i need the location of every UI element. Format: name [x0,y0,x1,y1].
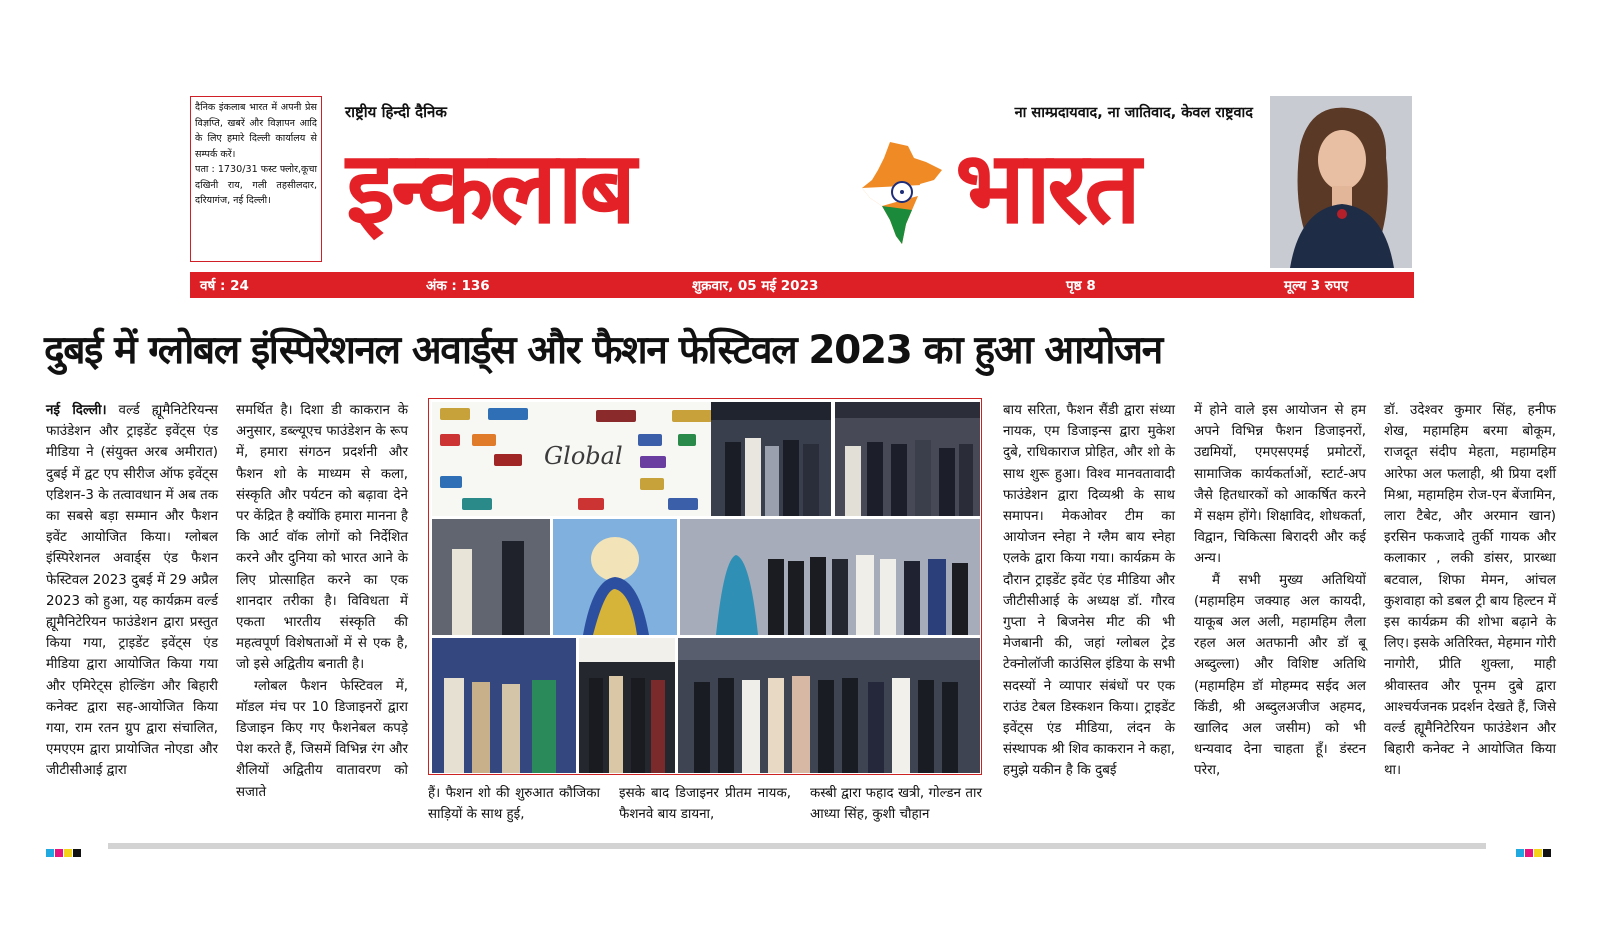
under-photo-text-2: इसके बाद डिजाइनर प्रीतम नायक, फैशनवे बाय डायना, [619,786,791,823]
article-column-7: डॉ. उदेश्वर कुमार सिंह, हनीफ शेख, महामहिम बरमा बोकूम, राजदूत संदीप मेहता, महामहिम आरेफा अल फलाही, श्री प्रिया दर्शी मिश्रा, महामहिम रोज-एन बेंजामिन, लारा टैबेट, और अरमान खान) इरसिन फकजादे तुर्की गायक और कलाकार , लकी डांसर, प्रारब्धा बटवाल, शिफा मेमन, आंचल कुशवाहा को डबल ट्री बाय हिल्टन में इस कार्यक्रम की शोभा बढ़ाने के लिए। इसके अतिरिक्त, मेहमान गोरी नागोरी, प्रीति शुक्ला, माही श्रीवास्तव और पूनम दुबे द्वारा आश्चर्यजनक प्रदर्शन देखते हैं, जिसे वर्ल्ड ह्यूमैनिटेरियन फाउंडेशन और बिहारी कनेक्ट ने आयोजित किया था। [1384,403,1556,779]
cmyk-registration-left [46,842,82,861]
sponsor-board-photo [432,402,722,516]
masthead-title-left: इन्कलाब [346,129,633,246]
cmyk-registration-right [1516,842,1552,861]
column-2-paragraph-1: समर्थित है। दिशा डी काकरान के अनुसार, डब्ल्यूएच फाउंडेशन के रूप में, हमारा संगठन प्रदर्शनी और फैशन शो के माध्यम से कला, संस्कृति और पर्यटन को बढ़ावा देने पर केंद्रित है क्योंकि हमारा मानना है कि आर्ट वॉक लोगों को निर्देशित करने और दुनिया को भारत आने के लिए प्रोत्साहित करने का एक शानदार तरीका है। विविधता में एकता भारतीय संस्कृति की महत्वपूर्ण विशेषताओं में से एक है, जो इसे अद्वितीय बनाती है। [236,403,408,673]
tagline-left: राष्ट्रीय हिन्दी दैनिक [345,103,447,121]
price-label: मूल्य 3 रुपए [1284,278,1349,294]
award-ceremony-photo-1 [711,402,831,516]
event-photo-collage [428,398,982,775]
article-column-1 [46,400,218,782]
india-map-emblem [856,140,948,250]
group-photo-1 [680,519,980,635]
group-photo-2 [678,638,980,773]
under-photo-text-3: कस्बी द्वारा फहाद खत्री, गोल्डन तार आध्या सिंह, कुशी चौहान [810,786,982,823]
runway-photo [579,638,675,773]
issue-number: अंक : 136 [426,278,490,294]
under-photo-text-1: हैं। फैशन शो की शुरुआत कौजिका साड़ियों के साथ हुई, [428,786,600,823]
article-column-2 [236,400,408,803]
column-6-paragraph-2: मैं सभी मुख्य अतिथियों (महामहिम जक्याह अल कायदी, याकूब अल अली, महामहिम लैला रहल अल अतफानी और डॉ बू अब्दुल्ला) और विशिष्ट अतिथि (महामहिम डॉ मोहम्मद सईद अल किंडी, श्री अब्दुलअजीज अहमद, खालिद अल जसीम) को भी धन्यवाद देना चाहता हूँ। डंस्टन परेरा, [1194,572,1366,779]
column-1-text: वर्ल्ड ह्यूमैनिटेरियन्स फाउंडेशन और ट्राइडेंट इवेंट्स एंड मीडिया ने (संयुक्त अरब अमीरात) दुबई में द्वट एप सीरीज ऑफ इवेंट्स एडिशन-3 के तत्वावधान में अब तक का सबसे बड़ा सम्मान और फैशन इवेंट आयोजित किया। ग्लोबल इंस्पिरेशनल अवार्ड्स एंड फैशन फेस्टिवल 2023 दुबई में 29 अप्रैल 2023 को हुआ, यह कार्यक्रम वर्ल्ड ह्यूमैनिटेरियन फाउंडेशन द्वारा प्रस्तुत किया गया, ट्राइडेंट इवेंट्स एंड मीडिया द्वारा आयोजित किया गया और एमिरेट्स होल्डिंग और बिहारी कनेक्ट द्वारा सह-आयोजित किया गया, राम रतन ग्रुप द्वारा संचालित, एमएएम द्वारा प्रायोजित नोएडा और जीटीसीआई द्वारा [46,403,218,779]
issue-info-strip [190,272,1414,298]
column-2-paragraph-2: ग्लोबल फैशन फेस्टिवल में, मॉडल मंच पर 10 डिजाइनरों द्वारा डिजाइन किए गए फैशनेबल कपड़े पेश करते हैं, जिसमें विभिन्न रंग और शैलियों अद्वितीय वातावरण को सजाते [236,678,408,800]
article-column-6 [1194,400,1366,782]
column-6-paragraph-1: में होने वाले इस आयोजन से हम अपने विभिन्न फैशन डिजाइनरों, उद्यमियों, एमएसएमई प्रमोटरों, सामाजिक कार्यकर्ताओं, स्टार्ट-अप जैसे हितधारकों को आकर्षित करने में सक्षम होंगे। शिक्षाविद, शोधकर्ता, विद्वान, चिकित्सा बिरादरी और कई अन्य। [1194,403,1366,567]
issue-date: शुक्रवार, 05 मई 2023 [692,278,819,294]
dateline: नई दिल्ली। [46,403,107,418]
article-column-5: बाय सरिता, फैशन सैंडी द्वारा संध्या नायक, एम डिजाइन्स द्वारा मुकेश दुबे, राधिकाराज प्रोहित, और शो के साथ शुरू हुआ। विश्व मानवतावादी फाउंडेशन द्वारा दिव्यश्री के साथ समापन। मेकओवर टीम का आयोजन स्नेहा ने ग्लैम बाय स्नेहा एलके द्वारा किया गया। कार्यक्रम के दौरान ट्राइडेंट इवेंट एंड मीडिया और जीटीसीआई के अध्यक्ष डॉ. गौरव गुप्ता ने बिजनेस मीट की भी मेजबानी की, जहां ग्लोबल ट्रेड टेक्नोलॉजी काउंसिल इंडिया के सभी सदस्यों ने व्यापार संबंधों पर एक राउंड टेबल डिस्कशन किया। ट्राइडेंट इवेंट्स एंड मीडिया, लंदन के संस्थापक श्री शिव काकरान ने कहा, हमुझे यकीन है कि दुबई [1003,403,1175,779]
fashion-show-photo-1 [432,519,550,635]
footer-rule [108,843,1486,849]
page-number: पृष्ठ 8 [1066,278,1096,294]
contact-notice-text: दैनिक इंकलाब भारत में अपनी प्रेस विज्ञप्ति, खबरें और विज्ञापन आदि के लिए हमारे दिल्ली कार्यालय से सम्पर्क करें। [195,102,317,160]
sponsor-board-title: Global [544,442,623,470]
contact-address-text: पता : 1730/31 फस्ट फ्लोर,कूचा दखिनी राय, गली तहसीलदार, दरियागंज, नई दिल्ली। [195,164,317,206]
celebrity-portrait [1270,96,1412,268]
fashion-show-photo-2 [432,638,576,773]
designer-model-photo [553,519,677,635]
year-label: वर्ष : 24 [200,278,249,294]
article-headline: दुबई में ग्लोबल इंस्पिरेशनल अवार्ड्स और फैशन फेस्टिवल 2023 का हुआ आयोजन [44,328,1162,373]
tagline-right: ना साम्प्रदायवाद, ना जातिवाद, केवल राष्ट्रवाद [1014,105,1253,121]
contact-notice-box [190,96,322,262]
award-ceremony-photo-2 [835,402,980,516]
masthead-title-right: भारत [955,129,1138,246]
